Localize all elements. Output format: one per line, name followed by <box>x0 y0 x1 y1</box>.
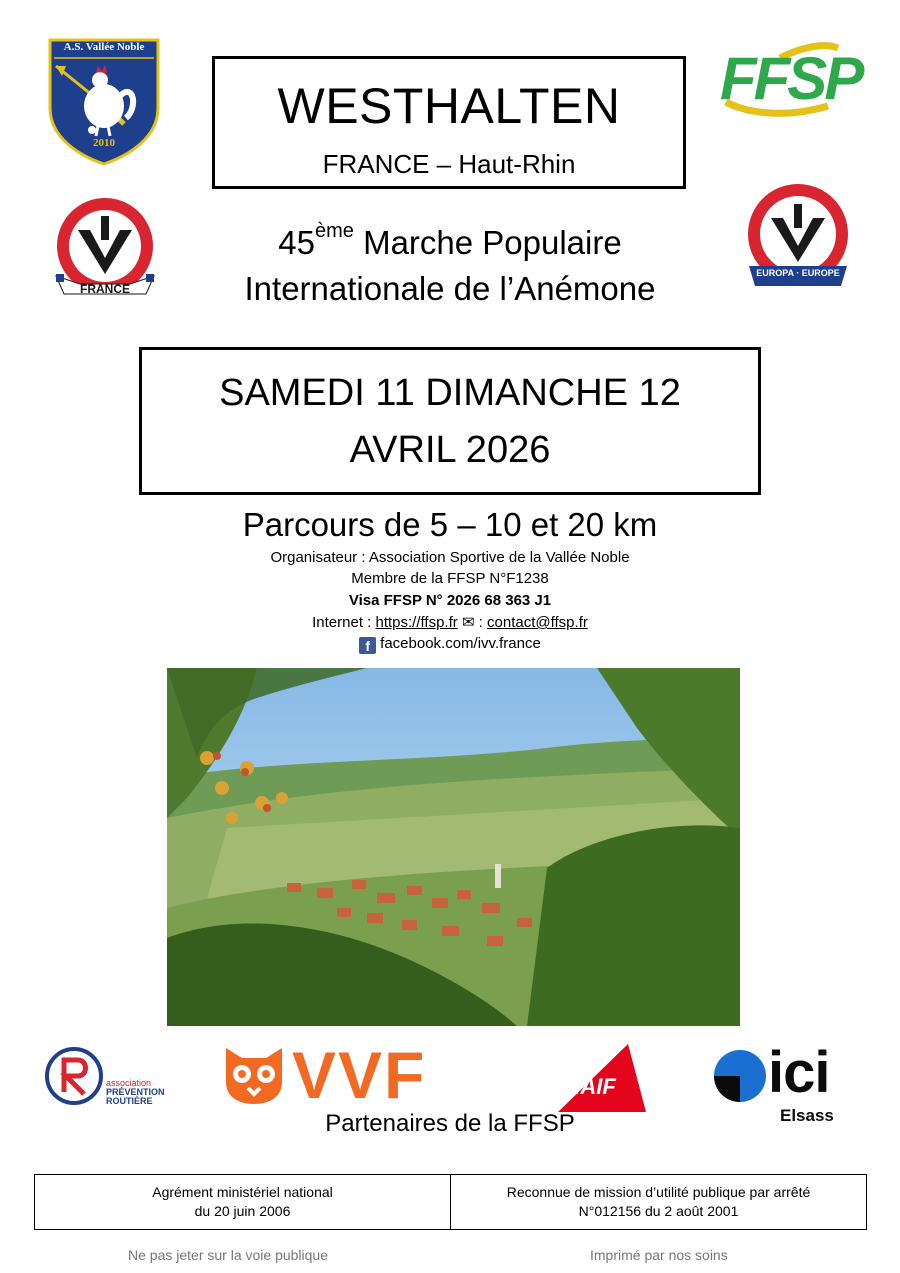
internet-label: Internet : <box>312 614 376 631</box>
event-title-line2: Internationale de l’Anémone <box>244 270 656 307</box>
event-name-part1: Marche Populaire <box>353 224 622 261</box>
partners-caption: Partenaires de la FFSP <box>325 1110 575 1137</box>
organiser-text: Organisateur : Association Sportive de la Vallée Noble <box>270 549 630 566</box>
accreditation-left-line1: Agrément ministériel national <box>152 1184 333 1200</box>
vvf-logo <box>222 1038 452 1112</box>
event-title-line1 <box>150 220 750 262</box>
membership-text: Membre de la FFSP N°F1238 <box>351 570 549 587</box>
facebook-link[interactable]: facebook.com/ivv.france <box>380 635 541 652</box>
accreditation-right-cell <box>450 1175 866 1229</box>
prevention-line1: association <box>106 1078 152 1088</box>
accreditation-right-line2: N°012156 du 2 août 2001 <box>578 1203 739 1219</box>
prevention-line3: ROUTIÈRE <box>106 1096 153 1106</box>
routes-text: Parcours de 5 – 10 et 20 km <box>242 506 658 543</box>
printing-notice: Imprimé par nos soins <box>590 1247 728 1263</box>
ici-subtitle: Elsass <box>780 1106 834 1125</box>
maif-logo <box>556 1042 648 1114</box>
prevention-line2: PRÉVENTION <box>106 1087 165 1097</box>
vvf-text: VVF <box>292 1038 427 1112</box>
club-year: 2010 <box>93 137 115 149</box>
facebook-line <box>150 635 750 654</box>
club-shield-logo <box>48 38 160 166</box>
website-link[interactable]: https://ffsp.fr <box>375 614 458 631</box>
town-title: WESTHALTEN <box>277 78 621 134</box>
ici-text: ici <box>768 1040 830 1105</box>
prevention-routiere-logo <box>44 1046 184 1106</box>
email-separator: : <box>474 614 488 631</box>
accreditation-table <box>34 1174 867 1230</box>
ivv-europe-logo <box>745 182 851 300</box>
ffsp-text: FFSP <box>720 45 862 112</box>
edition-suffix: ème <box>315 220 354 242</box>
ffsp-logo <box>718 40 868 122</box>
accreditation-right-line1: Reconnue de mission d’utilité publique par arrêté <box>506 1184 811 1200</box>
facebook-icon: f <box>359 637 376 654</box>
accreditation-left-cell <box>35 1175 450 1229</box>
email-link[interactable]: contact@ffsp.fr <box>487 614 588 631</box>
mail-icon: ✉ <box>461 614 475 631</box>
litter-notice: Ne pas jeter sur la voie publique <box>128 1247 329 1263</box>
edition-number: 45 <box>278 224 315 261</box>
ivv-europe-label: EUROPA · EUROPE <box>756 268 840 278</box>
accreditation-left-line2: du 20 juin 2006 <box>194 1203 291 1219</box>
date-month-year: AVRIL 2026 <box>349 429 551 471</box>
region-subtitle: FRANCE – Haut-Rhin <box>322 149 576 179</box>
visa-text: Visa FFSP N° 2026 68 363 J1 <box>348 592 552 609</box>
club-name: A.S. Vallée Noble <box>63 41 145 53</box>
maif-text: MAIF <box>562 1074 616 1099</box>
date-box <box>139 347 761 495</box>
internet-line <box>150 613 750 631</box>
ici-elsass-logo <box>712 1040 842 1128</box>
village-landscape-photo <box>167 668 740 1026</box>
ivv-france-label: FRANCE <box>80 282 130 296</box>
ivv-france-logo <box>50 196 160 308</box>
date-days: SAMEDI 11 DIMANCHE 12 <box>219 372 681 414</box>
title-box <box>212 56 686 189</box>
